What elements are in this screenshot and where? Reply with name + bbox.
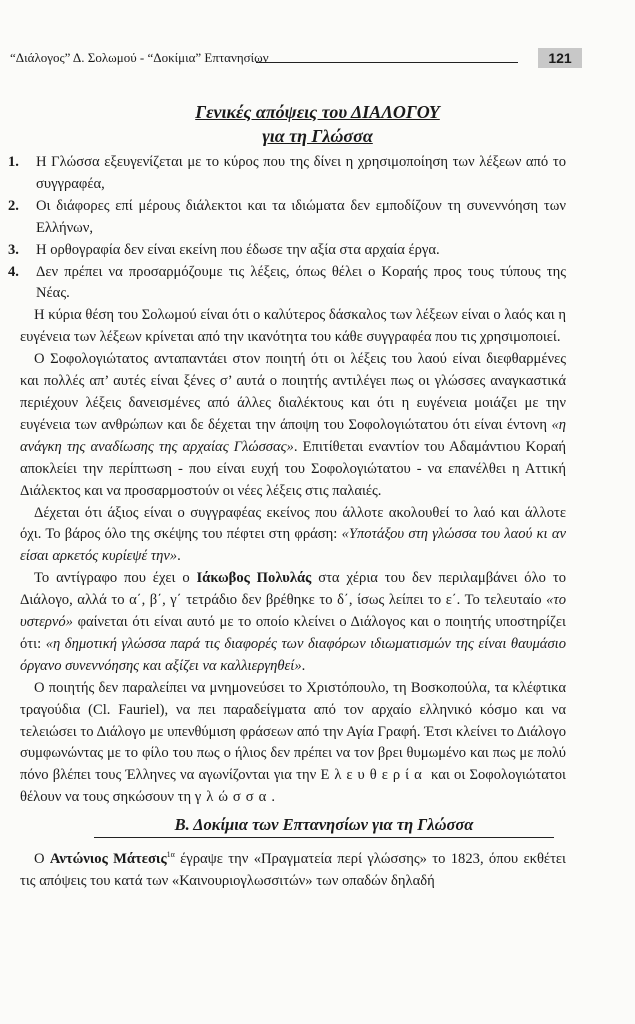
list-item: 2. Οι διάφορες επί μέρους διάλεκτοι και τα ιδιώματα δεν εμποδίζουν τη συνεννόηση των Ελλήνων, xyxy=(8,197,566,236)
key-points-list xyxy=(8,152,566,305)
footnote-marker: 1α xyxy=(166,850,175,860)
spaced-word: γλώσσα xyxy=(194,789,272,806)
person-name: Ιάκωβος Πολυλάς xyxy=(196,570,312,587)
chapter-title-line2: για τη Γλώσσα xyxy=(262,126,373,146)
paragraph: Το αντίγραφο που έχει ο Ιάκωβος Πολυλάς στα χέρια του δεν περιλαμβάνει όλο το Διάλογο, αλλά το α΄, β΄, γ΄ τετράδιο δεν βρέθηκε το δ΄, ίσως λείπει το ε΄. Το τελευταίο «το υστερνό» φαίνεται ότι είναι αυτό με το οποίο κλείνει ο Διάλογος και ο ποιητής υποστηρίζει ότι: «η δημοτική γλώσσα παρά τις διαφορές των διαφόρων ιδιωματισμών της είναι θαυμάσιο όργανο συνεννόησης και αξίζει να καλλιεργηθεί». xyxy=(20,570,566,674)
paragraph: Ο Αντώνιος Μάτεσις$^{1\alpha}$ έγραψε την «Πραγματεία περί γλώσσης» το 1823, όπου εκθέτει τις απόψεις του κατά των «Καινουριογλωσσιτών» των οπαδών δηλαδή xyxy=(20,850,566,889)
person-name: Αντώνιος Μάτεσις xyxy=(49,851,167,868)
paragraph: Ο Σοφολογιώτατος ανταπαντάει στον ποιητή ότι οι λέξεις του λαού είναι διεφθαρμένες και πολλές απ’ αυτές είναι ξένες σ’ αυτά ο ποιητής αντιλέγει πως οι γλώσσες αναγκαστικά περιέχουν λέξεις δανεισμένες από άλλες διαλέκτους και ότι η ευγένεια μοιάζει με την ευγένεια των ανθρώπων και δε δέχεται την άποψη του Σοφολογιώτατου ότι είναι έντονη «η ανάγκη της αναδίωσης της αρχαίας Γλώσσας». Επιτίθεται εναντίον του Αδαμάντιου Κοραή αποκλείει την περίπτωση - που είναι ευχή του Σοφολογιώτατου - να επανέλθει η Αττική Διάλεκτος και να προσαρμοστούν οι νέες λέξεις στις παλαιές. xyxy=(20,351,566,499)
quote: «η ανάγκη της αναδίωσης της αρχαίας Γλώσσας» xyxy=(20,416,566,455)
list-item: 1. Η Γλώσσα εξευγενίζεται με το κύρος που της δίνει η χρησιμοποίηση των λέξεων από το συγγραφέα, xyxy=(8,154,566,192)
running-head: “Διάλογος” Δ. Σολωμού - “Δοκίμια” Επτανησίων xyxy=(10,50,269,65)
chapter-title-line1: Γενικές απόψεις του ΔΙΑΛΟΓΟΥ xyxy=(195,102,440,122)
page-number: 121 xyxy=(538,48,582,68)
paragraph: Δέχεται ότι άξιος είναι ο συγγραφέας εκείνος που άλλοτε ακολουθεί το λαό και άλλοτε όχι. Το βάρος όλο της σκέψης του πέφτει στη φράση: «Υποτάξου στη γλώσσα του λαού κι αν είσαι αρκετός κυρίεψέ την». xyxy=(20,504,566,565)
quote: «Υποτάξου στη γλώσσα του λαού κι αν είσαι αρκετός κυρίεψέ την» xyxy=(20,526,566,565)
paragraph: Ο ποιητής δεν παραλείπει να μνημονεύσει το Χριστόπουλο, τη Βοσκοπούλα, τα κλέφτικα τραγούδια (Cl. Fauriel), να πει παραδείγματα από τον αρχαίο ελληνικό κόσμο και να τελειώσει το Διάλογο με υπενθύμιση φράσεων από την Αγία Γραφή. Έτσι κλείνει το Διάλογο συμφωνώντας με το φίλο του πως ο ήλιος δεν πρέπει να τον βρει θυμωμένο και πως με πολύ πόνο βλέπει τους Έλληνες να αγωνίζονται για την Ελευθερία και οι Σοφολογιώτατοι θέλουν να τους σηκώσουν τη γλώσσα. xyxy=(20,679,566,806)
page-body xyxy=(8,152,566,893)
quote: «το υστερνό» xyxy=(20,592,566,631)
paragraph: Η κύρια θέση του Σολωμού είναι ότι ο καλύτερος δάσκαλος των λέξεων είναι ο λαός και η ευγένεια των λέξεων κρίνεται από την ικανότητα του κάθε συγγραφέα που τις χρησιμοποιεί. xyxy=(20,307,566,346)
quote: «η δημοτική γλώσσα παρά τις διαφορές των διαφόρων ιδιωματισμών της είναι θαυμάσιο όργανο συνεννόησης και αξίζει να καλλιεργηθεί» xyxy=(20,635,566,674)
section-heading: Β. Δοκίμια των Επτανησίων για τη Γλώσσα xyxy=(94,813,554,838)
list-item: 3. Η ορθογραφία δεν είναι εκείνη που έδωσε την αξία στα αρχαία έργα. xyxy=(8,241,440,258)
list-item: 4. Δεν πρέπει να προσαρμόζουμε τις λέξεις, όπως θέλει ο Κοραής προς τους τύπους της Νέας. xyxy=(8,263,566,302)
page-header xyxy=(10,48,610,70)
spaced-word: Ελευθερία xyxy=(320,767,427,784)
header-rule xyxy=(256,62,518,63)
